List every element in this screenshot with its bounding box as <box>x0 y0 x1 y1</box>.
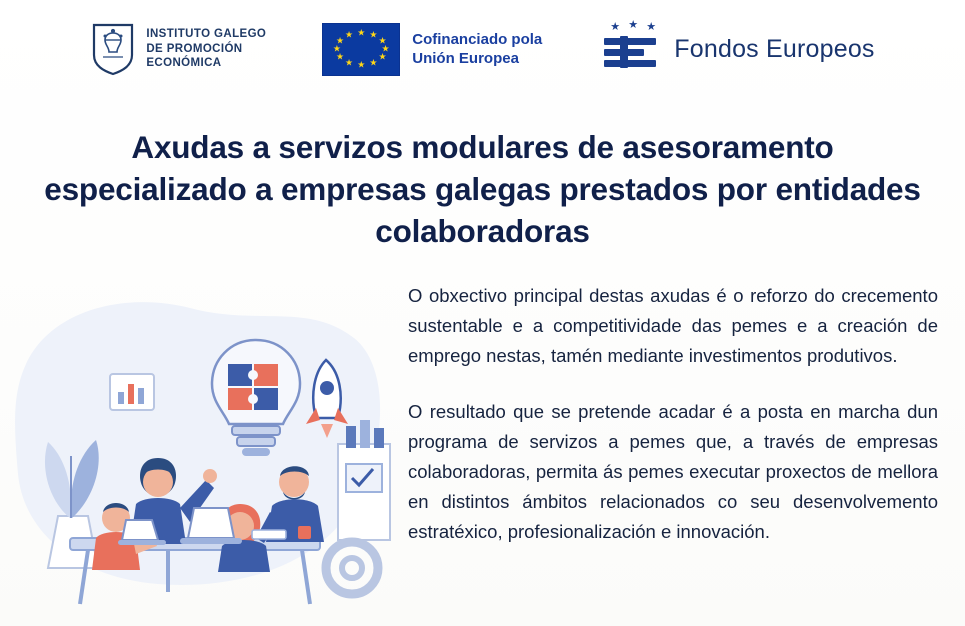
fondos-europeos-logo <box>598 19 875 76</box>
eu-logo-text <box>412 30 542 69</box>
eu-line-2: Unión Europea <box>412 50 519 67</box>
fondos-europeos-text: Fondos Europeos <box>674 34 875 63</box>
team-collaboration-illustration <box>8 268 394 620</box>
page-title: Axudas a servizos modulares de asesoramento especializado a empresas galegas prestados por entidades colaboradoras <box>44 129 921 249</box>
paragraph-1: O obxectivo principal destas axudas é o reforzo do crecemento sustentable e a competitividade das pemes e a creación de emprego nestas, tamén mediante investimentos produtivos. <box>408 285 938 366</box>
logo-strip <box>0 8 965 90</box>
igape-line-3: ECONÓMICA <box>146 57 222 70</box>
igape-logo-text <box>146 27 266 71</box>
paragraph-2: O resultado que se pretende acadar é a posta en marcha dun programa de servizos a pemes que, a través de empresas colaboradoras, permita ás pemes executar proxectos de mellora en distintos ámbitos relacionados co seu desenvolvemento estratéxico, profesionalización e innovación. <box>408 400 938 542</box>
igape-line-1: INSTITUTO GALEGO <box>146 27 267 40</box>
eu-line-1: Cofinanciado pola <box>412 30 543 48</box>
igape-line-2: DE PROMOCIÓN <box>146 42 243 55</box>
body-text-column <box>408 281 938 547</box>
european-union-cofinancing-logo <box>322 23 542 76</box>
eu-flag-icon: ★ ★ ★ ★ ★ ★ ★ ★ ★ ★ ★ ★ <box>322 23 400 76</box>
igape-logo <box>90 22 266 76</box>
galicia-coat-of-arms-icon <box>90 22 136 76</box>
fondos-europeos-mark-icon: ★ ★ ★ <box>598 22 662 76</box>
